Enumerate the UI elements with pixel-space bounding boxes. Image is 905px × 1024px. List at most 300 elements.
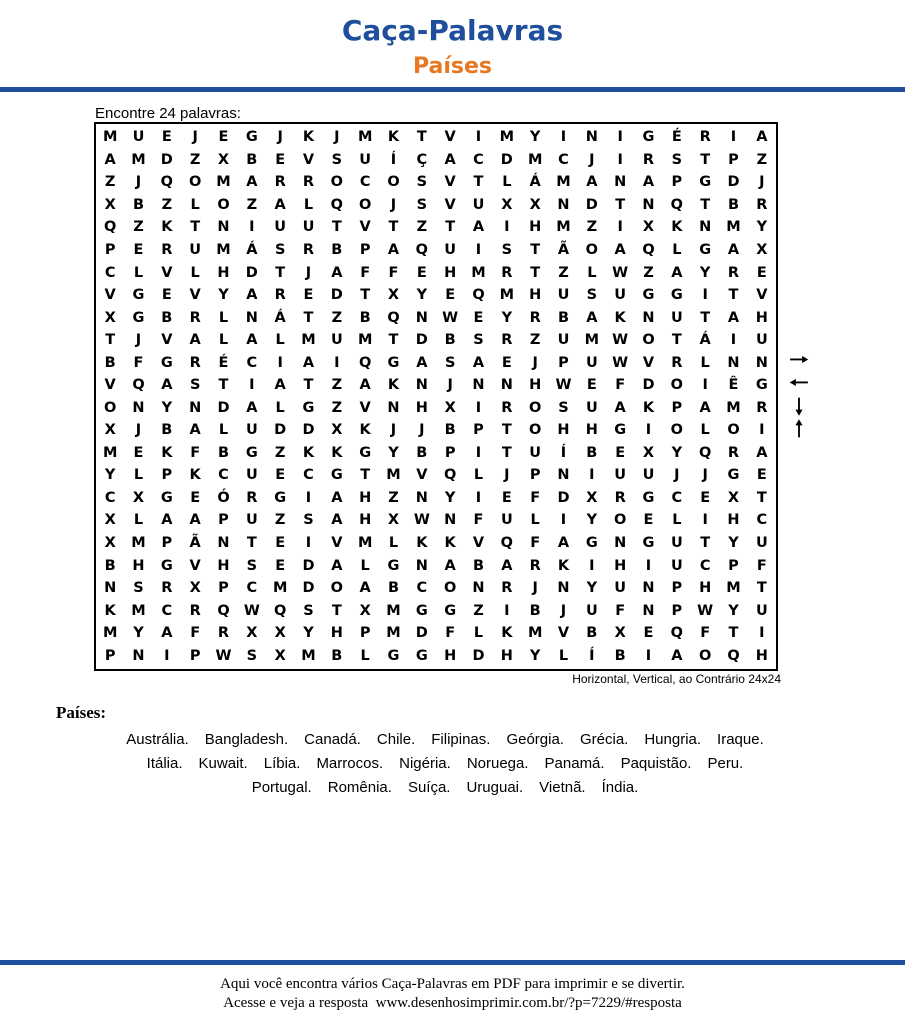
grid-letter: G (160, 489, 173, 506)
grid-letter: R (302, 174, 315, 191)
grid-letter: B (444, 332, 456, 349)
grid-letter: V (472, 535, 485, 551)
grid-letter: E (190, 489, 201, 506)
grid-letter: I (249, 377, 255, 394)
grid-letter: A (161, 625, 173, 642)
grid-letter: C (558, 151, 569, 168)
grid-letter: H (529, 377, 542, 394)
grid-letter: N (557, 196, 570, 213)
grid-letter: O (330, 580, 343, 597)
grid-letter: O (642, 332, 655, 349)
grid-letter: Z (558, 264, 569, 281)
word-item: Filipinas. (431, 731, 491, 748)
grid-letter: E (133, 444, 144, 461)
grid-letter: O (330, 174, 343, 191)
grid-letter: N (699, 219, 712, 236)
grid-letter: M (131, 151, 146, 168)
grid-letter: I (504, 602, 510, 619)
grid-letter: A (671, 264, 683, 281)
grid-letter: P (728, 151, 739, 168)
grid-letter: E (643, 625, 654, 642)
grid-letter: U (585, 602, 598, 619)
grid-letter: C (473, 151, 484, 168)
grid-letter: S (303, 602, 314, 619)
word-item: Suíça. (407, 779, 451, 796)
grid-letter: V (444, 174, 456, 191)
grid-letter: I (730, 332, 737, 349)
grid-letter: T (388, 332, 399, 349)
word-list-line (60, 728, 830, 752)
grid-letter: H (217, 557, 230, 574)
grid-letter: B (557, 309, 570, 326)
grid-letter: T (756, 489, 767, 506)
grid-letter: X (642, 444, 655, 461)
grid-letter: W (612, 354, 629, 371)
grid-letter: M (471, 264, 486, 281)
word-item: Panamá. (544, 755, 605, 772)
grid-letter: N (444, 512, 457, 529)
grid-letter: B (359, 309, 371, 326)
grid-letter: Z (246, 196, 258, 213)
grid-letter: K (416, 535, 428, 551)
grid-letter: I (164, 647, 170, 664)
grid-letter: D (302, 557, 315, 574)
grid-letter: L (587, 264, 597, 281)
grid-letter: R (246, 489, 258, 506)
grid-letter: X (189, 580, 201, 597)
grid-letter: P (161, 535, 173, 551)
grid-letter: U (614, 287, 627, 304)
grid-letter: X (756, 241, 768, 258)
grid-letter: X (387, 287, 400, 304)
grid-letter: C (218, 467, 229, 484)
grid-letter: Q (274, 602, 287, 619)
grid-letter: T (700, 151, 711, 168)
grid-letter: R (727, 264, 740, 281)
grid-letter: S (444, 354, 456, 371)
grid-letter: R (642, 151, 655, 168)
grid-letter: T (303, 309, 314, 326)
grid-letter: Y (444, 489, 456, 506)
grid-letter: M (357, 129, 373, 146)
grid-letter: O (529, 422, 542, 439)
word-list (60, 728, 830, 800)
grid-letter: K (557, 557, 570, 574)
grid-letter: L (473, 467, 484, 484)
footer-line-1: Aqui você encontra vários Caça-Palavras em PDF para imprimir e se divertir. (220, 976, 685, 992)
grid-letter: Y (586, 580, 598, 597)
grid-letter: U (500, 512, 513, 529)
grid-letter: O (359, 196, 372, 213)
grid-letter: X (104, 422, 116, 439)
grid-letter: E (275, 467, 286, 484)
grid-letter: S (246, 557, 258, 574)
grid-letter: K (359, 422, 371, 439)
grid-letter: É (218, 354, 229, 371)
grid-letter: L (133, 512, 144, 529)
grid-letter: Y (728, 602, 739, 619)
grid-letter: P (529, 467, 541, 484)
grid-letter: G (132, 309, 145, 326)
grid-letter: N (415, 489, 428, 506)
grid-letter: G (727, 467, 740, 484)
grid-letter: C (756, 512, 768, 529)
grid-letter: Y (501, 309, 513, 326)
grid-letter: X (104, 196, 116, 213)
grid-letter: T (218, 377, 229, 394)
grid-letter: M (527, 625, 543, 642)
grid-letter: L (133, 467, 144, 484)
grid-letter: G (755, 377, 768, 394)
grid-letter: V (331, 535, 343, 551)
grid-letter: H (500, 647, 513, 664)
grid-letter: N (132, 647, 145, 664)
word-item: Bangladesh. (204, 731, 289, 748)
grid-letter: J (390, 196, 397, 213)
grid-letter: E (161, 129, 172, 146)
grid-letter: G (585, 535, 598, 551)
grid-letter: L (502, 174, 512, 191)
grid-letter: M (216, 241, 231, 258)
grid-letter: A (416, 354, 428, 371)
grid-letter: X (727, 489, 740, 506)
grid-letter: R (671, 354, 683, 371)
grid-letter: L (218, 309, 229, 326)
grid-letter: U (132, 129, 145, 146)
grid-letter: P (671, 602, 683, 619)
grid-letter: A (756, 444, 768, 461)
grid-letter: P (104, 241, 116, 258)
grid-letter: U (755, 332, 768, 349)
grid-letter: X (529, 196, 541, 213)
grid-letter: I (249, 219, 255, 236)
grid-letter: T (700, 535, 711, 551)
grid-letter: S (133, 580, 144, 597)
grid-letter: K (302, 129, 315, 146)
grid-letter: X (614, 625, 626, 642)
grid-letter: S (274, 241, 286, 258)
word-item: Paquistão. (620, 755, 692, 772)
grid-letter: Ê (728, 377, 739, 394)
grid-letter: E (133, 241, 144, 258)
grid-letter: H (529, 287, 542, 304)
grid-letter: K (161, 444, 173, 461)
grid-letter: F (445, 625, 456, 642)
grid-letter: R (161, 580, 173, 597)
grid-letter: P (218, 580, 229, 597)
grid-letter: N (217, 219, 230, 236)
grid-letter: M (556, 219, 571, 236)
grid-letter: I (475, 241, 482, 258)
grid-letter: L (360, 647, 370, 664)
grid-letter: I (617, 151, 623, 168)
grid-letter: A (331, 489, 343, 506)
grid-letter: I (475, 489, 482, 506)
grid-letter: S (416, 174, 428, 191)
grid-letter: G (359, 444, 372, 461)
grid-letter: T (728, 287, 739, 304)
grid-letter: D (585, 196, 598, 213)
grid-letter: M (357, 332, 373, 349)
grid-letter: L (190, 264, 200, 281)
grid-letter: Q (104, 219, 117, 236)
grid-letter: P (359, 625, 371, 642)
grid-letter: G (387, 647, 400, 664)
grid-letter: N (500, 377, 513, 394)
grid-letter: I (617, 219, 623, 236)
puzzle-instruction: Encontre 24 palavras: (95, 105, 241, 122)
grid-letter: P (189, 647, 201, 664)
grid-letter: B (614, 647, 626, 664)
grid-letter: W (442, 309, 459, 326)
word-item: Iraque. (717, 731, 764, 748)
grid-letter: U (670, 535, 683, 551)
grid-letter: F (615, 377, 626, 394)
grid-letter: H (444, 647, 457, 664)
grid-letter: U (755, 602, 768, 619)
grid-letter: O (217, 196, 230, 213)
grid-letter: K (302, 444, 315, 461)
grid-letter: Q (500, 535, 513, 551)
grid-letter: Ã (557, 241, 570, 258)
grid-letter: A (246, 174, 258, 191)
grid-letter: L (190, 196, 200, 213)
grid-letter: B (104, 354, 116, 371)
grid-letter: Z (274, 444, 286, 461)
grid-letter: A (727, 241, 740, 258)
grid-letter: B (217, 444, 230, 461)
grid-letter: R (217, 625, 230, 642)
grid-letter: U (274, 219, 287, 236)
grid-letter: M (726, 219, 741, 236)
grid-letter: A (501, 557, 513, 574)
grid-letter: B (416, 444, 428, 461)
grid-letter: N (472, 377, 485, 394)
grid-letter: B (331, 647, 343, 664)
grid-letter: T (700, 196, 711, 213)
grid-letter: I (702, 512, 708, 529)
grid-letter: D (557, 489, 570, 506)
grid-letter: Q (642, 241, 655, 258)
grid-letter: N (557, 467, 570, 484)
grid-letter: J (390, 422, 397, 439)
grid-letter: P (671, 174, 683, 191)
grid-letter: K (501, 625, 513, 642)
grid-letter: V (359, 219, 371, 236)
grid-letter: M (272, 580, 288, 597)
grid-letter: U (245, 467, 258, 484)
grid-letter: Q (359, 354, 372, 371)
grid-letter: Y (671, 444, 683, 461)
word-item: Índia. (601, 779, 639, 796)
grid-letter: T (671, 332, 682, 349)
grid-letter: R (699, 129, 711, 146)
grid-letter: A (444, 151, 456, 168)
grid-letter: J (135, 332, 142, 349)
grid-letter: R (529, 309, 541, 326)
grid-letter: T (331, 219, 342, 236)
grid-letter: F (388, 264, 399, 281)
grid-letter: H (699, 580, 712, 597)
grid-letter: M (357, 535, 373, 551)
right-arrow-icon: 🠒 (789, 348, 809, 373)
grid-letter: O (727, 422, 740, 439)
grid-letter: V (161, 332, 173, 349)
grid-letter: Í (390, 151, 397, 168)
grid-letter: M (301, 332, 316, 349)
grid-letter: Y (699, 264, 711, 281)
grid-letter: L (558, 647, 569, 664)
grid-letter: G (160, 557, 173, 574)
grid-letter: O (585, 241, 598, 258)
word-item: Hungria. (644, 731, 702, 748)
grid-letter: E (756, 264, 767, 281)
grid-letter: T (501, 444, 512, 461)
grid-letter: A (274, 196, 286, 213)
grid-letter: E (473, 309, 484, 326)
grid-letter: N (755, 354, 768, 371)
grid-letter: C (104, 489, 116, 506)
grid-letter: Y (388, 444, 399, 461)
grid-letter: B (331, 241, 343, 258)
grid-letter: O (614, 512, 627, 529)
word-list-heading: Países: (56, 703, 107, 722)
down-arrow-icon: 🠓 (795, 395, 803, 420)
grid-letter: A (104, 151, 116, 168)
grid-letter: Y (756, 219, 768, 236)
grid-letter: L (530, 512, 540, 529)
grid-letter: V (642, 354, 655, 371)
grid-letter: W (215, 647, 232, 664)
grid-letter: P (473, 422, 484, 439)
grid-letter: A (161, 377, 173, 394)
grid-letter: M (386, 625, 401, 642)
grid-letter: N (727, 354, 740, 371)
grid-letter: Q (132, 377, 145, 394)
word-item: Austrália. (126, 731, 189, 748)
grid-letter: A (444, 557, 456, 574)
grid-letter: X (274, 647, 286, 664)
grid-letter: G (642, 287, 655, 304)
grid-letter: H (755, 647, 768, 664)
grid-letter: N (614, 535, 627, 551)
grid-letter: E (501, 354, 512, 371)
grid-letter: U (585, 399, 598, 416)
grid-letter: S (416, 196, 428, 213)
grid-letter: G (245, 129, 258, 146)
word-item: Canadá. (304, 731, 361, 748)
grid-letter: S (189, 377, 201, 394)
grid-letter: L (672, 241, 682, 258)
grid-letter: S (473, 332, 484, 349)
grid-letter: Q (217, 602, 230, 619)
grid-letter: L (360, 557, 370, 574)
grid-letter: E (501, 489, 512, 506)
grid-letter: H (557, 422, 570, 439)
grid-letter: T (388, 219, 399, 236)
word-list-line (60, 776, 830, 800)
grid-letter: W (612, 332, 629, 349)
grid-letter: H (359, 512, 372, 529)
grid-letter: R (756, 399, 768, 416)
grid-letter: X (501, 196, 513, 213)
grid-letter: Ç (416, 151, 428, 168)
grid-letter: N (642, 196, 655, 213)
grid-letter: R (189, 602, 201, 619)
grid-letter: A (359, 580, 371, 597)
grid-letter: Y (529, 129, 541, 146)
grid-letter: F (133, 354, 144, 371)
grid-letter: M (301, 647, 316, 664)
grid-letter: Q (330, 196, 343, 213)
grid-letter: S (303, 512, 314, 529)
grid-letter: Á (699, 332, 711, 349)
grid-letter: J (135, 422, 142, 439)
grid-letter: Q (670, 625, 683, 642)
grid-letter: X (642, 219, 655, 236)
grid-letter: T (105, 332, 116, 349)
grid-letter: V (444, 129, 456, 146)
grid-letter: T (473, 174, 484, 191)
grid-letter: M (386, 602, 401, 619)
grid-letter: T (331, 602, 342, 619)
grid-letter: T (700, 309, 711, 326)
grid-letter: B (586, 444, 598, 461)
grid-letter: B (161, 309, 173, 326)
grid-letter: O (670, 422, 683, 439)
grid-letter: J (702, 467, 708, 484)
grid-letter: H (585, 422, 598, 439)
grid-letter: N (245, 309, 258, 326)
grid-letter: C (699, 557, 711, 574)
grid-letter: T (728, 625, 739, 642)
grid-letter: E (756, 467, 767, 484)
grid-letter: P (218, 512, 229, 529)
grid-letter: E (643, 512, 654, 529)
grid-letter: I (277, 354, 283, 371)
grid-letter: Í (560, 444, 567, 461)
word-item: Geórgia. (506, 731, 564, 748)
grid-letter: Z (756, 151, 768, 168)
grid-letter: N (585, 129, 598, 146)
grid-letter: I (475, 129, 482, 146)
word-list-line (60, 752, 830, 776)
grid-letter: D (274, 422, 287, 439)
grid-letter: P (359, 241, 371, 258)
grid-letter: G (699, 174, 712, 191)
grid-letter: Z (473, 602, 484, 619)
grid-letter: D (330, 287, 343, 304)
grid-letter: Q (387, 309, 400, 326)
grid-letter: K (444, 535, 456, 551)
grid-letter: Y (529, 647, 541, 664)
grid-letter: A (274, 377, 286, 394)
word-item: Chile. (376, 731, 416, 748)
grid-letter: K (387, 129, 400, 146)
grid-letter: E (615, 444, 626, 461)
grid-letter: O (699, 647, 712, 664)
grid-letter: D (415, 625, 428, 642)
grid-letter: X (387, 512, 400, 529)
left-arrow-icon: 🠐 (789, 371, 809, 396)
grid-letter: J (504, 467, 510, 484)
grid-letter: A (586, 309, 598, 326)
grid-letter: A (756, 129, 768, 146)
grid-letter: Y (416, 287, 428, 304)
grid-letter: L (700, 422, 710, 439)
grid-letter: I (475, 444, 482, 461)
grid-letter: X (331, 422, 343, 439)
